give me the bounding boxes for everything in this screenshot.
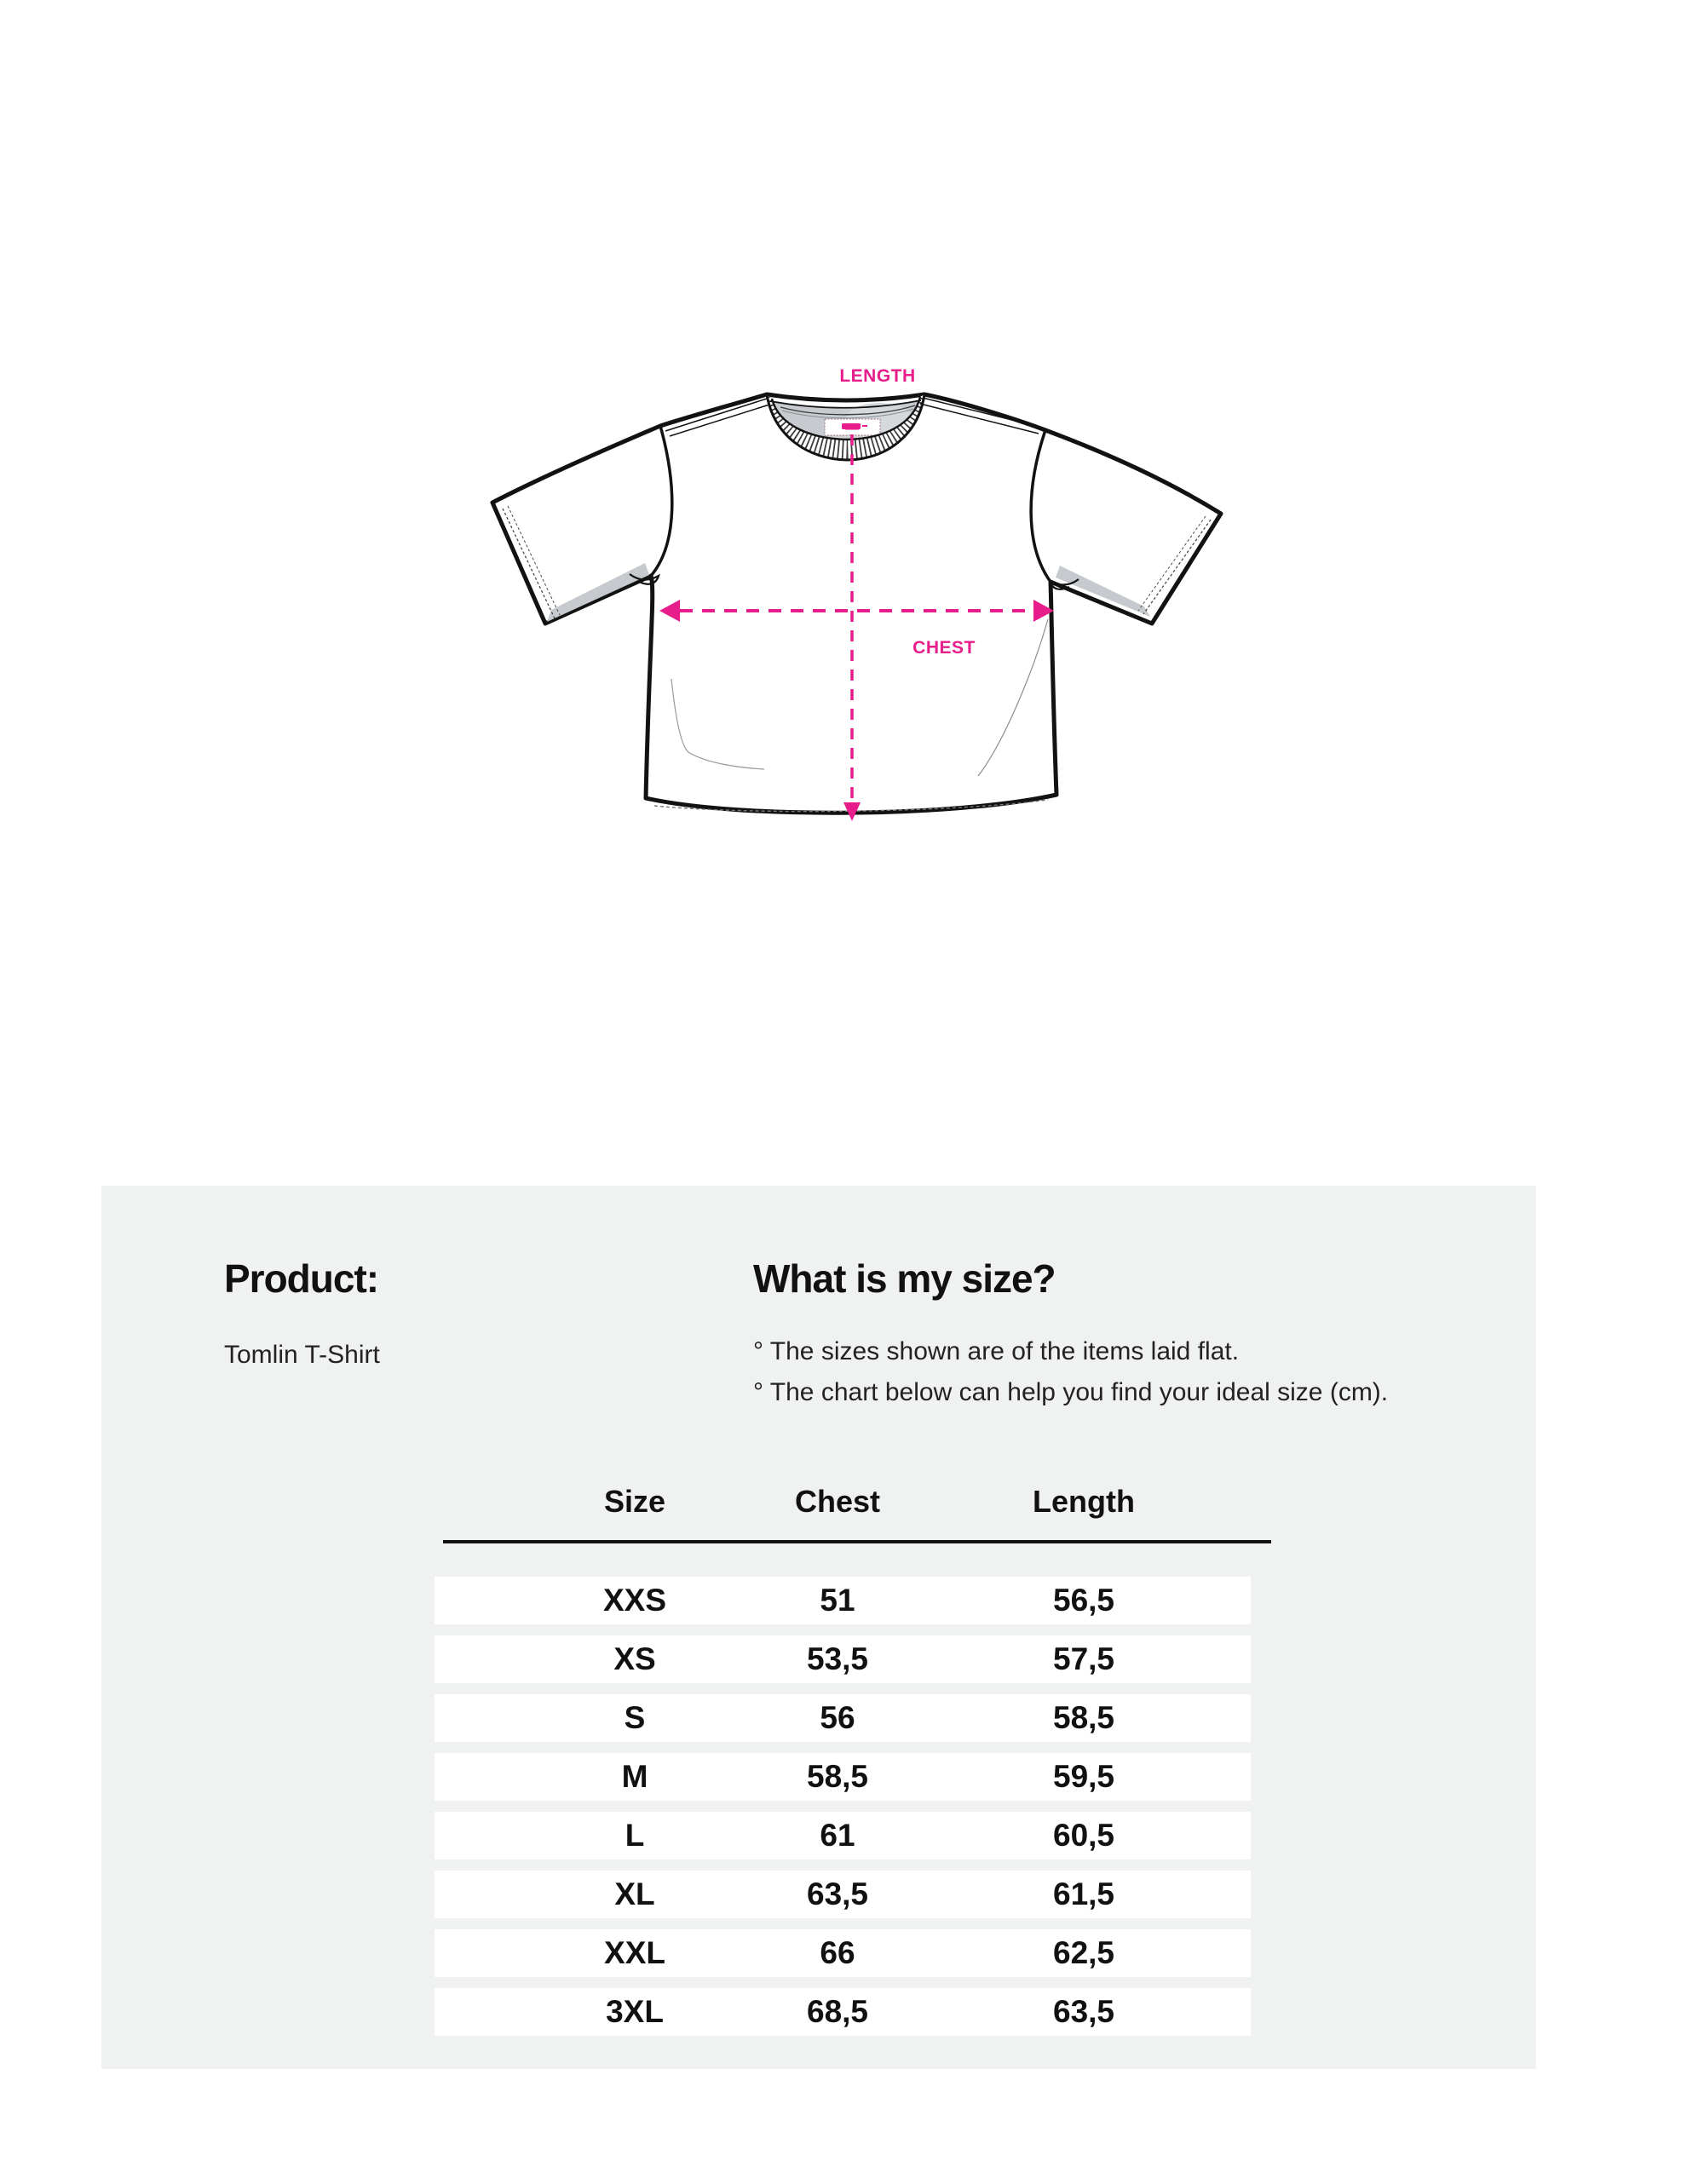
product-heading: Product: [224,1256,379,1301]
table-row [435,1577,1251,1624]
length-cell: 59,5 [1052,1759,1115,1794]
chest-cell: 53,5 [806,1641,869,1676]
column-header-chest: Chest [794,1484,881,1519]
table-row [435,1871,1251,1918]
size-cell: XS [613,1641,656,1676]
product-name: Tomlin T-Shirt [224,1341,380,1369]
table-row [435,1694,1251,1742]
chest-cell: 63,5 [806,1877,869,1911]
table-row [435,1812,1251,1859]
length-cell: 61,5 [1052,1877,1115,1911]
table-row [435,1635,1251,1683]
size-cell: XL [614,1877,655,1911]
tshirt-technical-drawing [469,366,1240,830]
note-line-2: ° The chart below can help you find your ideal size (cm). [753,1378,1389,1406]
note-line-1: ° The sizes shown are of the items laid flat. [753,1337,1240,1365]
table-row [435,1929,1251,1977]
size-cell: XXS [602,1583,667,1618]
length-cell: 56,5 [1052,1583,1115,1618]
length-cell: 57,5 [1052,1641,1115,1676]
size-cell: 3XL [606,1994,664,2029]
chest-measure-label: CHEST [912,638,976,658]
chest-cell: 58,5 [806,1759,869,1794]
table-header-row [435,1484,1251,1520]
size-cell: S [624,1700,646,1735]
chest-cell: 51 [820,1583,855,1618]
size-heading: What is my size? [753,1256,1056,1301]
size-cell: M [621,1759,648,1794]
size-cell: XXL [604,1935,665,1970]
length-measure-label: LENGTH [839,366,916,386]
length-cell: 58,5 [1052,1700,1115,1735]
length-cell: 60,5 [1052,1818,1115,1853]
tshirt-figure [469,366,1240,830]
table-header-rule [443,1540,1271,1543]
table-row [435,1988,1251,2036]
chest-cell: 61 [820,1818,855,1853]
column-header-size: Size [603,1484,666,1519]
info-panel [101,1186,1536,2069]
length-cell: 62,5 [1052,1935,1115,1970]
table-row [435,1753,1251,1801]
length-cell: 63,5 [1052,1994,1115,2029]
chest-cell: 68,5 [806,1994,869,2029]
size-cell: L [625,1818,645,1853]
chest-cell: 56 [820,1700,855,1735]
chest-cell: 66 [820,1935,855,1970]
column-header-length: Length [1033,1484,1135,1519]
